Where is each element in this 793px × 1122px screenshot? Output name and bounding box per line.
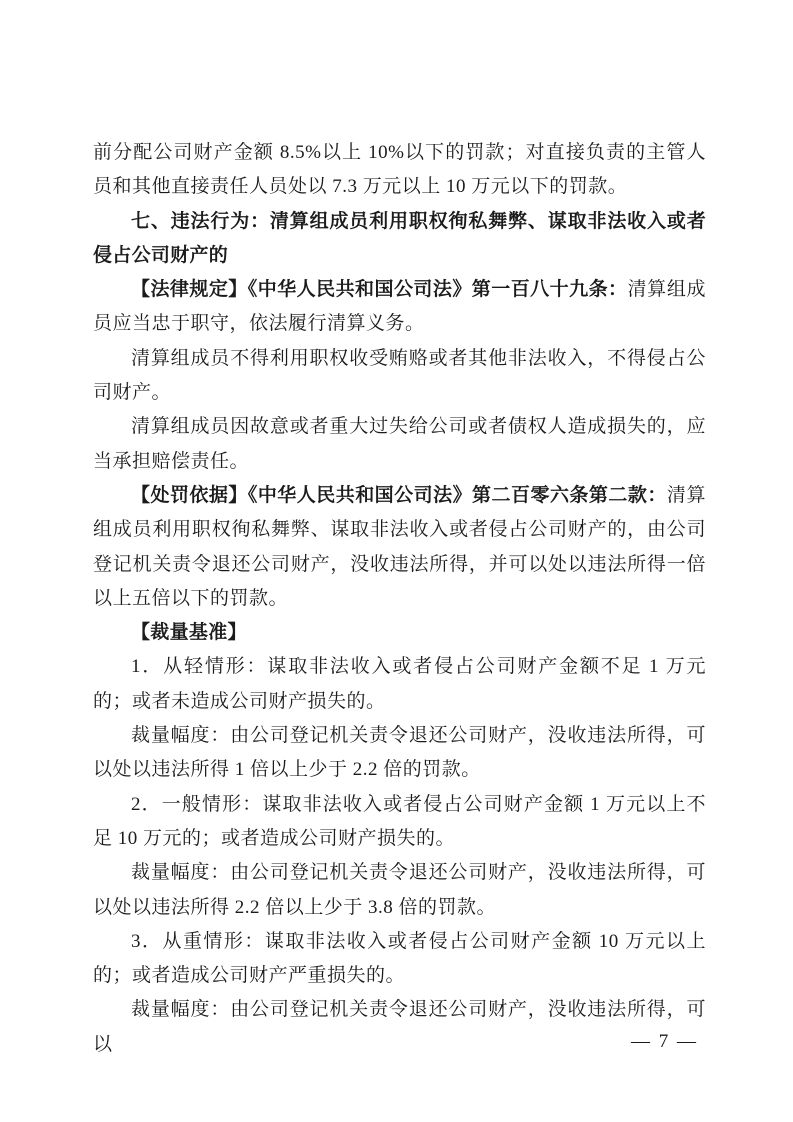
paragraph xyxy=(93,273,706,342)
paragraph xyxy=(93,788,706,857)
paragraph xyxy=(93,410,706,479)
text-segment: 清算组成员因故意或者重大过失给公司或者债权人造成损失的，应当承担赔偿责任。 xyxy=(93,416,706,472)
paragraph xyxy=(93,993,706,1062)
text-segment: 前分配公司财产金额 8.5%以上 10%以下的罚款；对直接负责的主管人员和其他直接责任人员处以 7.3 万元以上 10 万元以下的罚款。 xyxy=(93,142,706,198)
document-body xyxy=(93,136,706,1062)
text-segment: 裁量幅度：由公司登记机关责令退还公司财产，没收违法所得，可以 xyxy=(93,999,706,1055)
text-segment: 裁量幅度：由公司登记机关责令退还公司财产，没收违法所得，可以处以违法所得 2.2 倍以上少于 3.8 倍的罚款。 xyxy=(93,862,706,918)
text-segment: 【处罚依据】《中华人民共和国公司法》第二百零六条第二款： xyxy=(131,484,667,506)
text-segment: 2．一般情形：谋取非法收入或者侵占公司财产金额 1 万元以上不足 10 万元的；或者造成公司财产损失的。 xyxy=(93,793,706,849)
text-segment: 七、违法行为：清算组成员利用职权徇私舞弊、谋取非法收入或者侵占公司财产的 xyxy=(93,210,706,266)
page-footer xyxy=(631,1031,698,1053)
paragraph xyxy=(93,925,706,994)
page-number: — 7 — xyxy=(631,1031,698,1052)
paragraph xyxy=(93,719,706,788)
text-segment: 【法律规定】《中华人民共和国公司法》第一百八十九条： xyxy=(131,279,628,301)
text-segment: 清算组成员应当忠于职守，依法履行清算义务。 xyxy=(93,279,706,335)
text-segment: 清算组成员利用职权徇私舞弊、谋取非法收入或者侵占公司财产的，由公司登记机关责令退还公司财产，没收违法所得，并可以处以违法所得一倍以上五倍以下的罚款。 xyxy=(93,484,706,609)
paragraph xyxy=(93,856,706,925)
text-segment: 【裁量基准】 xyxy=(131,622,247,644)
text-segment: 1．从轻情形：谋取非法收入或者侵占公司财产金额不足 1 万元的；或者未造成公司财产损失的。 xyxy=(93,656,706,712)
text-segment: 清算组成员不得利用职权收受贿赂或者其他非法收入，不得侵占公司财产。 xyxy=(93,347,706,404)
paragraph xyxy=(93,136,706,205)
text-segment: 3．从重情形：谋取非法收入或者侵占公司财产金额 10 万元以上的；或者造成公司财产严重损失的。 xyxy=(93,930,706,987)
paragraph xyxy=(93,342,706,411)
paragraph xyxy=(93,479,706,616)
paragraph xyxy=(93,616,706,650)
text-segment: 裁量幅度：由公司登记机关责令退还公司财产，没收违法所得，可以处以违法所得 1 倍以上少于 2.2 倍的罚款。 xyxy=(93,725,706,781)
paragraph xyxy=(93,650,706,719)
paragraph xyxy=(93,205,706,274)
